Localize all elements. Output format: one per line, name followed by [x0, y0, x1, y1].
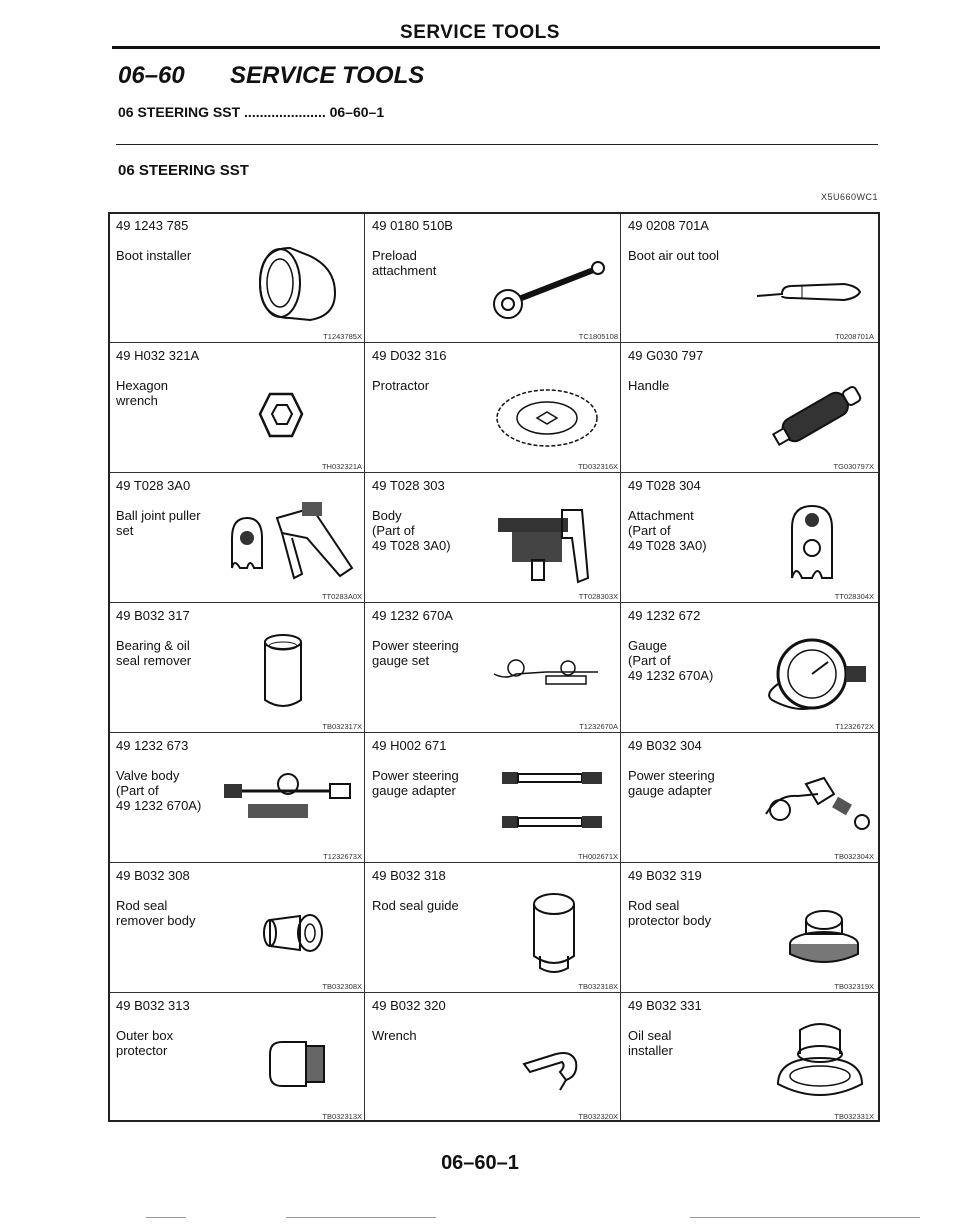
rod-seal-protector-icon: [784, 904, 864, 974]
figure-code: TD032316X: [577, 462, 618, 471]
pressure-gauge-icon: [754, 628, 874, 724]
figure-code: TB032308X: [322, 982, 362, 991]
tool-name: Hexagon wrench: [116, 378, 169, 408]
tool-name: Ball joint puller set: [116, 508, 201, 538]
section-title: SERVICE TOOLS: [230, 62, 425, 89]
subsection-heading: 06 STEERING SST: [118, 162, 249, 179]
rod-seal-remover-icon: [260, 908, 330, 958]
gauge-adapter-fitting-icon: [758, 764, 874, 844]
figure-code: TC1805108: [578, 332, 618, 341]
puller-body-icon: [492, 498, 602, 588]
figure-code: TB032331X: [834, 1112, 874, 1121]
tool-name: Body (Part of 49 T028 3A0): [372, 508, 451, 553]
figure-code: T1232673X: [323, 852, 362, 861]
figure-code: TT0283A0X: [321, 592, 362, 601]
page-header-title: SERVICE TOOLS: [400, 22, 560, 43]
tool-part-number: 49 1243 785: [116, 218, 189, 233]
footer-rule: [146, 1217, 186, 1218]
figure-code: T1243785X: [323, 332, 362, 341]
tool-name: Protractor: [372, 378, 430, 393]
figure-code: TB032317X: [322, 722, 362, 731]
figure-code: TH002671X: [577, 852, 618, 861]
tool-name: Rod seal remover body: [116, 898, 196, 928]
tool-part-number: 49 0180 510B: [372, 218, 453, 233]
tool-part-number: 49 T028 303: [372, 478, 445, 493]
tool-table: [108, 212, 880, 1122]
tool-cell: [366, 344, 622, 474]
figure-code: T1232672X: [835, 722, 874, 731]
tool-name: Attachment (Part of 49 T028 3A0): [628, 508, 707, 553]
toc-rule: [116, 144, 878, 145]
figure-code: T1232670A: [579, 722, 618, 731]
figure-code: TB032320X: [578, 1112, 618, 1121]
rod-seal-guide-icon: [524, 890, 584, 980]
footer-rule: [690, 1217, 920, 1218]
document-code: X5U660WC1: [820, 192, 878, 202]
tool-cell: [110, 474, 366, 604]
figure-code: TH032321A: [321, 462, 362, 471]
tool-name: Bearing & oil seal remover: [116, 638, 192, 668]
handle-icon: [762, 376, 872, 456]
tool-cell: [110, 344, 366, 474]
tool-name: Power steering gauge adapter: [372, 768, 459, 798]
gauge-adapter-hose-icon: [494, 762, 614, 852]
figure-code: TB032304X: [834, 852, 874, 861]
tool-cell: [366, 214, 622, 344]
section-number: 06–60: [118, 62, 185, 89]
tool-cell: [110, 994, 366, 1124]
tool-part-number: 49 D032 316: [372, 348, 447, 363]
tool-name: Wrench: [372, 1028, 417, 1043]
tool-cell: [110, 864, 366, 994]
tool-name: Valve body (Part of 49 1232 670A): [116, 768, 202, 813]
figure-code: TG030797X: [833, 462, 874, 471]
tool-part-number: 49 B032 320: [372, 998, 446, 1013]
tool-cell: [622, 214, 878, 344]
footer-rule: [286, 1217, 436, 1218]
tool-cell: [110, 214, 366, 344]
ball-joint-puller-icon: [222, 498, 362, 588]
tool-part-number: 49 1232 670A: [372, 608, 453, 623]
tool-cell: [622, 474, 878, 604]
tool-name: Gauge (Part of 49 1232 670A): [628, 638, 714, 683]
valve-body-icon: [218, 764, 358, 834]
wrench-icon: [516, 1036, 586, 1096]
figure-code: TB032318X: [578, 982, 618, 991]
tool-part-number: 49 1232 672: [628, 608, 701, 623]
tool-part-number: 49 0208 701A: [628, 218, 709, 233]
tool-part-number: 49 T028 3A0: [116, 478, 191, 493]
tool-cell: [622, 344, 878, 474]
tool-name: Boot air out tool: [628, 248, 720, 263]
puller-attachment-icon: [782, 498, 842, 588]
tool-cell: [622, 864, 878, 994]
tool-part-number: 49 H002 671: [372, 738, 447, 753]
tool-name: Outer box protector: [116, 1028, 174, 1058]
tool-name: Oil seal installer: [628, 1028, 673, 1058]
protractor-icon: [492, 384, 602, 454]
page-number: 06–60–1: [441, 1152, 519, 1174]
header-rule: [112, 46, 880, 49]
oil-seal-installer-icon: [770, 1014, 870, 1110]
tool-cell: [366, 864, 622, 994]
tool-part-number: 49 B032 308: [116, 868, 190, 883]
tool-name: Rod seal guide: [372, 898, 459, 913]
tool-name: Handle: [628, 378, 670, 393]
figure-code: T0208701A: [835, 332, 874, 341]
bearing-seal-remover-icon: [258, 628, 308, 718]
tool-name: Boot installer: [116, 248, 192, 263]
figure-code: TT028303X: [578, 592, 618, 601]
tool-cell: [366, 604, 622, 734]
figure-code: TT028304X: [834, 592, 874, 601]
toc-entry[interactable]: 06 STEERING SST ..................... 06–60–1: [118, 104, 385, 120]
tool-cell: [622, 994, 878, 1124]
outer-box-protector-icon: [260, 1034, 330, 1094]
tool-part-number: 49 B032 313: [116, 998, 190, 1013]
tool-name: Power steering gauge set: [372, 638, 459, 668]
tool-part-number: 49 H032 321A: [116, 348, 200, 363]
boot-air-out-tool-icon: [752, 272, 872, 312]
tool-name: Preload attachment: [372, 248, 437, 278]
gauge-set-icon: [486, 648, 616, 698]
tool-part-number: 49 B032 304: [628, 738, 702, 753]
tool-part-number: 49 B032 331: [628, 998, 702, 1013]
tool-part-number: 49 B032 318: [372, 868, 446, 883]
figure-code: TB032313X: [322, 1112, 362, 1121]
tool-part-number: 49 T028 304: [628, 478, 701, 493]
tool-cell: [366, 474, 622, 604]
tool-part-number: 49 G030 797: [628, 348, 704, 363]
preload-attachment-icon: [486, 254, 616, 324]
figure-code: TB032319X: [834, 982, 874, 991]
tool-cell: [366, 734, 622, 864]
boot-installer-icon: [240, 238, 350, 328]
tool-cell: [622, 734, 878, 864]
tool-name: Power steering gauge adapter: [628, 768, 715, 798]
tool-name: Rod seal protector body: [628, 898, 712, 928]
hexagon-wrench-icon: [250, 384, 310, 444]
tool-part-number: 49 B032 317: [116, 608, 190, 623]
tool-cell: [622, 604, 878, 734]
tool-part-number: 49 1232 673: [116, 738, 189, 753]
tool-cell: [110, 604, 366, 734]
tool-cell: [366, 994, 622, 1124]
tool-cell: [110, 734, 366, 864]
tool-part-number: 49 B032 319: [628, 868, 702, 883]
